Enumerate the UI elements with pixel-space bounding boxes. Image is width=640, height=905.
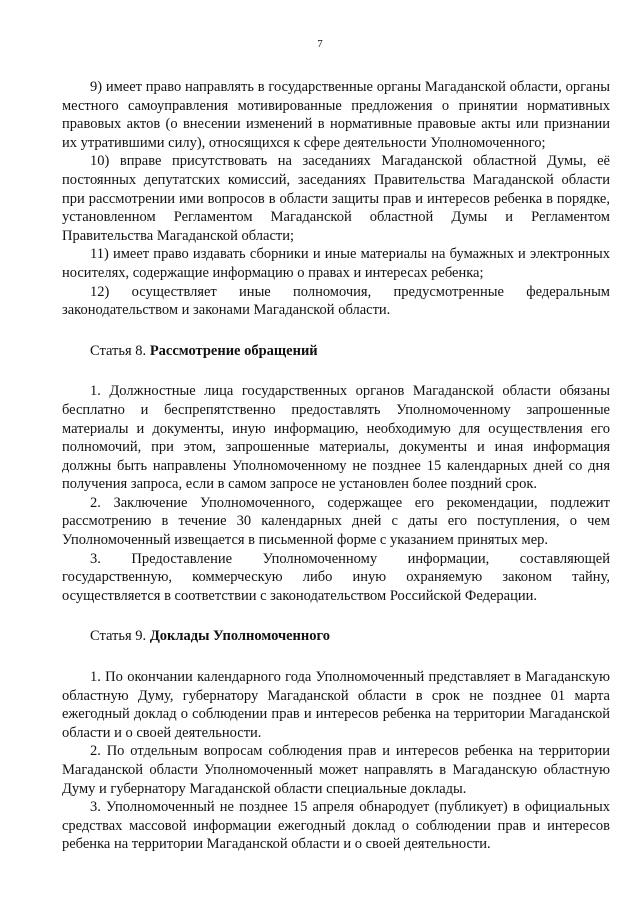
list-item-9: 9) имеет право направлять в государственные органы Магаданской области, органы местного самоуправления мотивированные предложения о принятии нормативных правовых актов (о внесении изменений в нормативные правовые акты или признании их утратившими силу), относящихся к сфере деятельности Уполномоченного; [62,79,610,151]
article-8-heading [62,342,610,361]
article-8-title: Рассмотрение обращений [149,342,318,359]
article-8-number: Статья 8. [90,342,147,359]
article-9-title: Доклады Уполномоченного [149,628,330,645]
article-8-paragraph-2: 2. Заключение Уполномоченного, содержащее его рекомендации, подлежит рассмотрению в течение 30 календарных дней с даты его поступления, о чем Уполномоченный извещается в письменной форме с указанием принятых мер. [62,494,610,549]
list-item-12: 12) осуществляет иные полномочия, предусмотренные федеральным законодательством и законами Магаданской области. [62,283,610,319]
article-9-paragraph-3: 3. Уполномоченный не позднее 15 апреля обнародует (публикует) в официальных средствах массовой информации ежегодный доклад о соблюдении прав и интересов ребенка на территории Магаданской области и о своей деятельности. [62,799,610,853]
document-body [62,78,610,854]
article-8-paragraph-3: 3. Предоставление Уполномоченному информации, составляющей государственную, коммерческую либо иную охраняемую законом тайну, осуществляется в соответствии с законодательством Российской Федерации. [62,550,610,604]
article-9-paragraph-2: 2. По отдельным вопросам соблюдения прав и интересов ребенка на территории Магаданской области Уполномоченный может направлять в Магаданскую областную Думу и губернатору Магаданской области специальные доклады. [62,743,610,797]
page-number: 7 [317,38,323,50]
article-9-heading [62,627,610,646]
article-8-paragraph-1: 1. Должностные лица государственных органов Магаданской области обязаны бесплатно и беспрепятственно предоставлять Уполномоченному запрошенные материалы и документы, иную информацию, необходимую для осуществления его полномочий, при этом, запрошенные материалы, документы и иная информация должны быть направлены Уполномоченному не позднее 15 календарных дней со дня получения запроса, если в самом запросе не установлен более поздний срок. [62,383,610,493]
list-item-10: 10) вправе присутствовать на заседаниях Магаданской областной Думы, её постоянных депутатских комиссий, заседаниях Правительства Магаданской области при рассмотрении ими вопросов в области защиты прав и интересов ребенка в порядке, установленном Регламентом Магаданской областной Думы и Регламентом Правительства Магаданской области; [62,153,610,244]
article-9-number: Статья 9. [90,628,147,645]
list-item-11: 11) имеет право издавать сборники и иные материалы на бумажных и электронных носителях, содержащие информацию о правах и интересах ребенка; [62,246,610,281]
article-9-paragraph-1: 1. По окончании календарного года Уполномоченный представляет в Магаданскую областную Думу, губернатору Магаданской области в срок не позднее 01 марта ежегодный доклад о соблюдении прав и интересов ребенка на территории Магаданской области и о своей деятельности. [62,669,610,741]
